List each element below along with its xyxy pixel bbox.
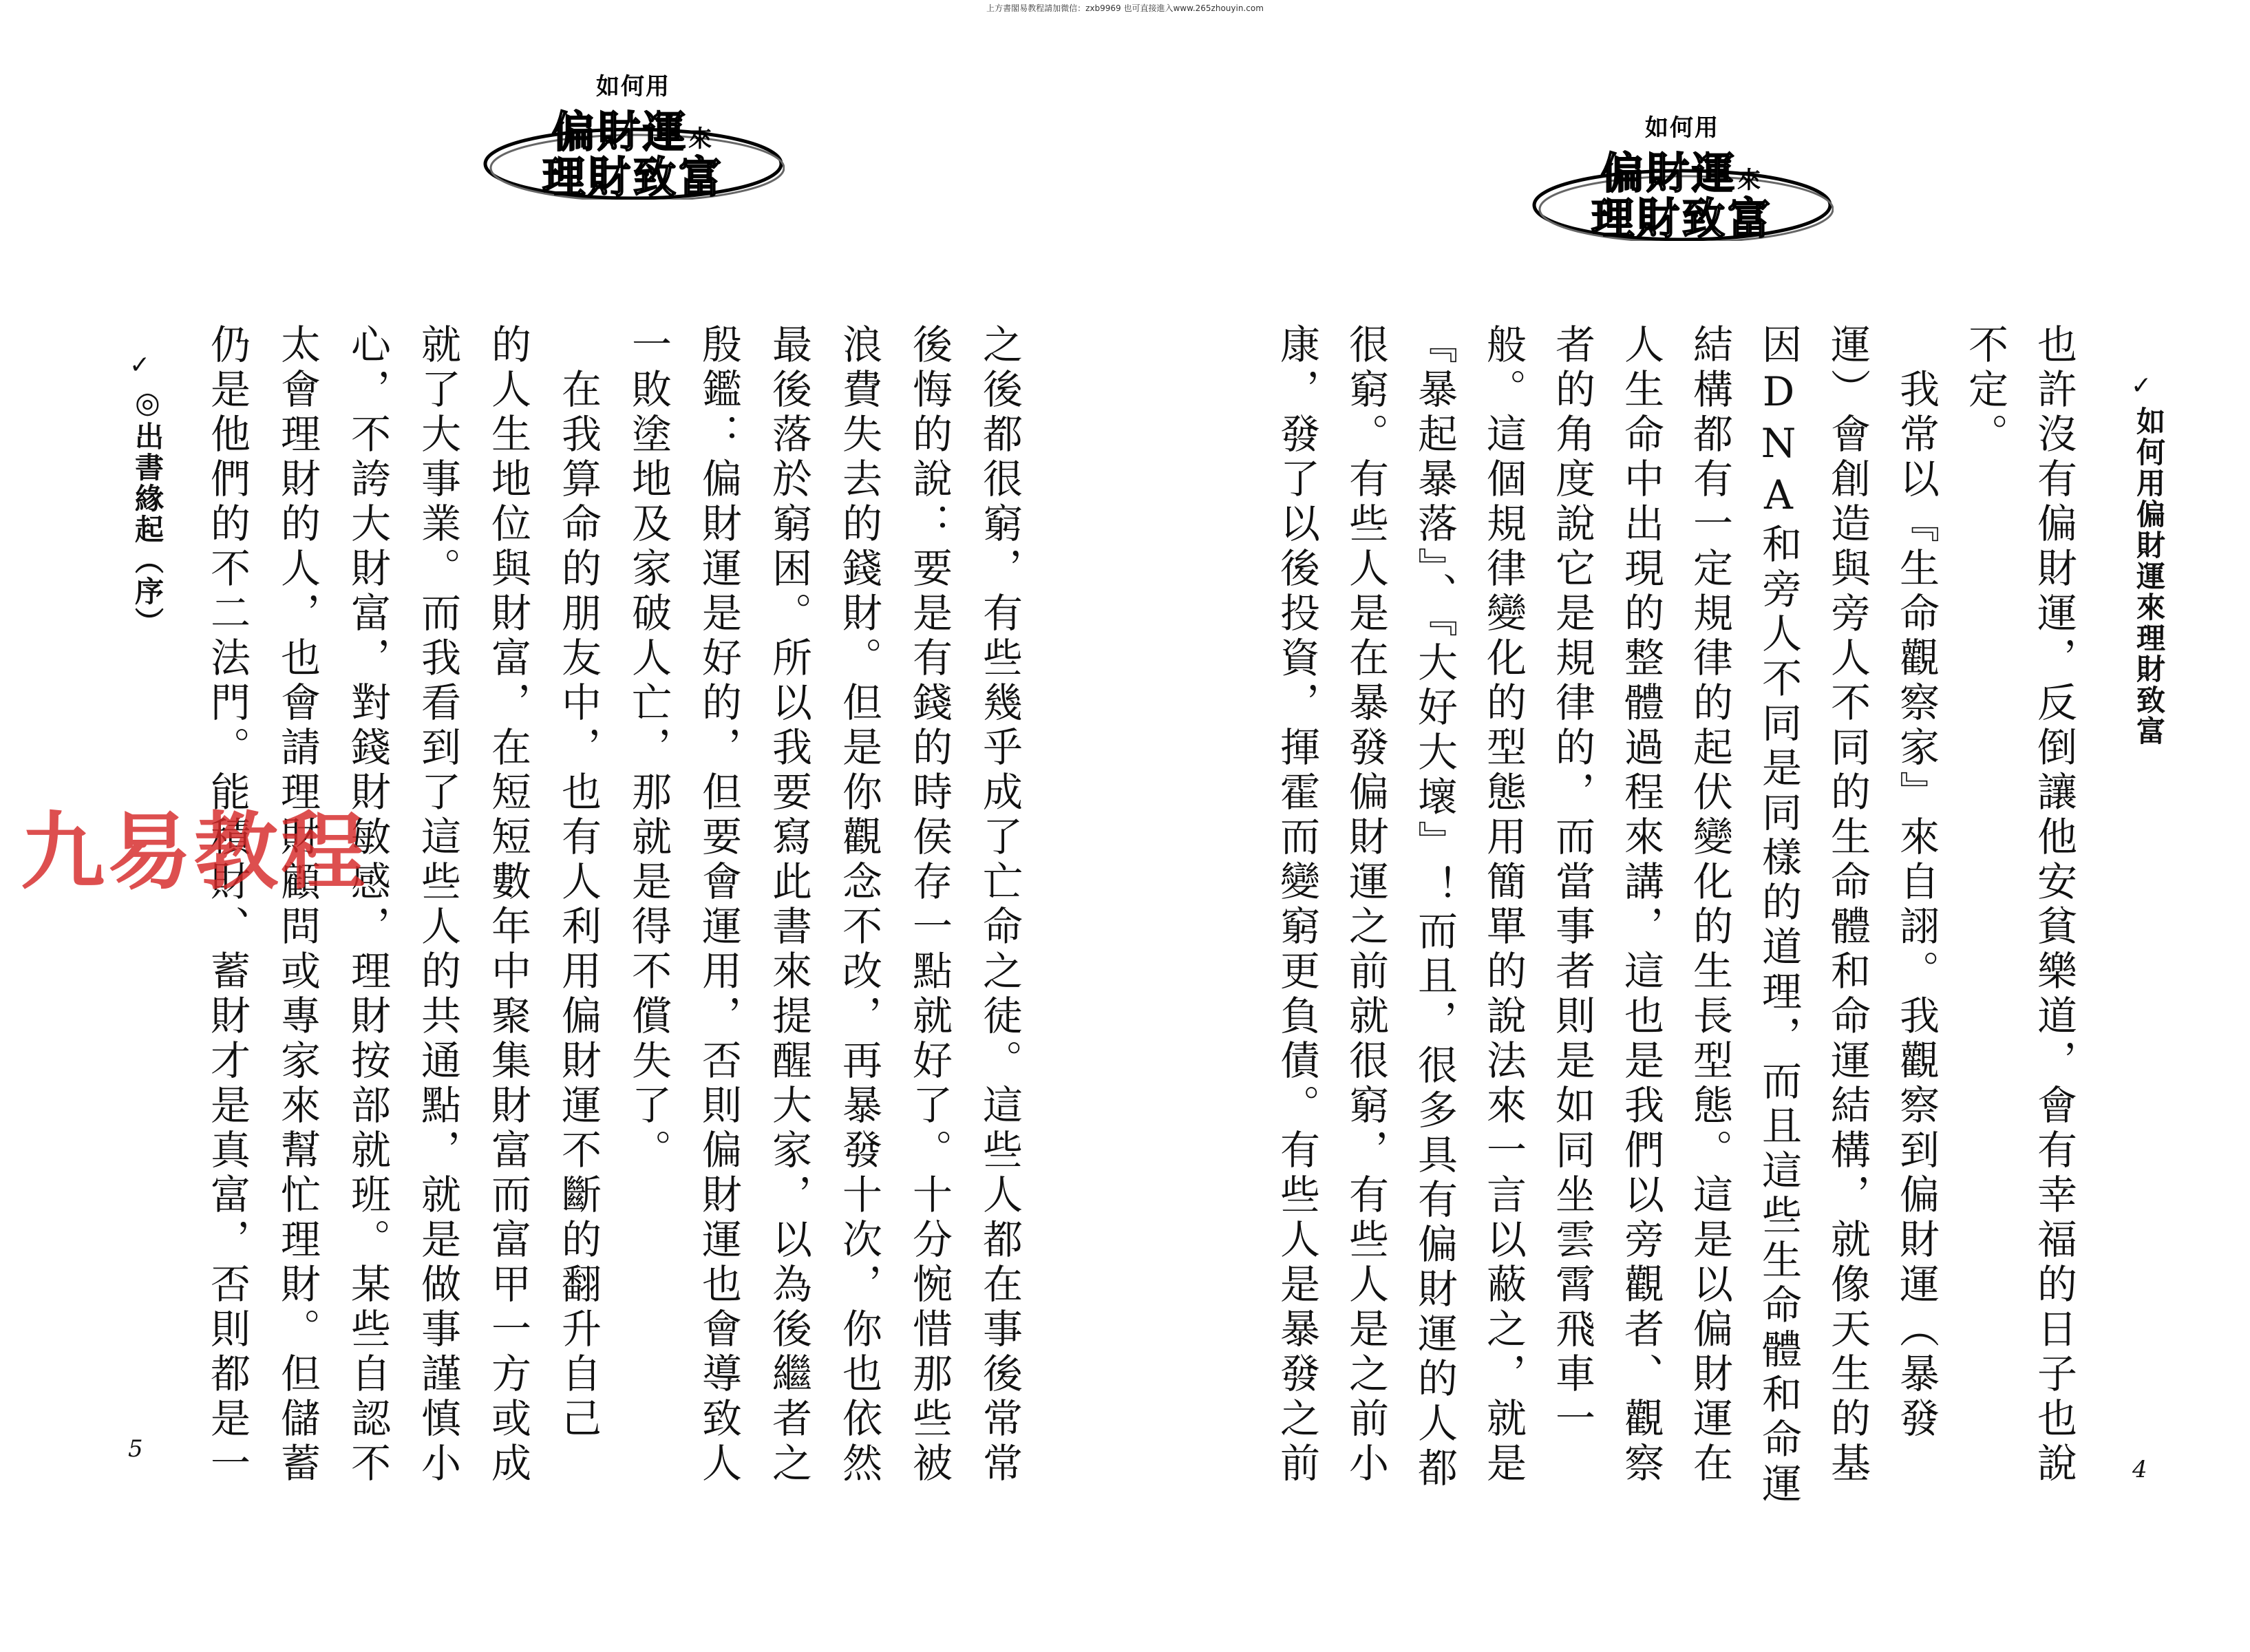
logo-line-1: 如何用 <box>1645 114 1719 142</box>
text-column: 『暴起暴落』、『大好大壞』！而且，很多具有偏財運的人都 <box>1411 324 1458 1492</box>
logo-line-2: 偏財運來 <box>551 107 714 157</box>
text-column: 運）會創造與旁人不同的生命體和命運結構，就像天生的基 <box>1824 324 1871 1487</box>
header-check-icon: ✓ <box>2131 372 2152 400</box>
text-column: 後悔的說：要是有錢的時侯存一點就好了。十分惋惜那些被 <box>906 324 953 1487</box>
text-column: 人生命中出現的整體過程來講，這也是我們以旁觀者、觀察 <box>1617 324 1664 1487</box>
text-column: 心，不誇大財富，對錢財敏感，理財按部就班。某些自認不 <box>344 324 391 1487</box>
page-number: 4 <box>2132 1456 2147 1483</box>
book-logo <box>482 62 785 200</box>
text-column: 的人生地位與財富，在短短數年中聚集財富而富甲一方或成 <box>485 324 531 1487</box>
text-column: 結構都有一定規律的起伏變化的生長型態。這是以偏財運在 <box>1686 324 1733 1487</box>
logo-line-3: 理財致富 <box>542 152 724 202</box>
text-column: 太會理財的人，也會請理財顧問或專家來幫忙理財。但儲蓄 <box>274 324 321 1487</box>
text-column: 仍是他們的不二法門。能積財、蓄財才是真富，否則都是一 <box>204 324 251 1487</box>
header-check-icon: ✓ <box>129 351 151 379</box>
logo-line-1: 如何用 <box>596 73 670 100</box>
text-column: 就了大事業。而我看到了這些人的共通點，就是做事謹慎小 <box>414 324 461 1487</box>
text-column: 我常以『生命觀察家』來自詡。我觀察到偏財運（暴發 <box>1893 324 1940 1442</box>
text-column: 在我算命的朋友中，也有人利用偏財運不斷的翻升自己 <box>555 324 602 1442</box>
text-column: 不定。 <box>1962 324 2008 458</box>
text-column: 之後都很窮，有些幾乎成了亡命之徒。這些人都在事後常常 <box>976 324 1023 1487</box>
text-column: 殷鑑：偏財運是好的，但要會運用，否則偏財運也會導致人 <box>695 324 742 1487</box>
text-column: 一敗塗地及家破人亡，那就是得不償失了。 <box>625 324 672 1174</box>
page-header: ◎出書緣起（序） <box>131 385 164 638</box>
page-number: 5 <box>128 1435 143 1463</box>
page-header: 如何用偏財運來理財致富 <box>2132 406 2166 747</box>
top-note: 上方書閣易教程請加微信：zxb9969 也可直接進入www.265zhouyin.com <box>986 3 1264 13</box>
text-column: 很窮。有些人是在暴發偏財運之前就很窮，有些人是之前小 <box>1342 324 1389 1487</box>
text-column: 康，發了以後投資，揮霍而變窮更負債。有些人是暴發之前 <box>1273 324 1320 1487</box>
text-column: 最後落於窮困。所以我要寫此書來提醒大家，以為後繼者之 <box>765 324 812 1487</box>
text-column: 因DNA和旁人不同是同樣的道理，而且這些生命體和命運 <box>1755 324 1802 1507</box>
right-page <box>1125 0 2250 1652</box>
book-logo <box>1531 103 1834 244</box>
watermark: 九易教程 <box>21 803 368 901</box>
logo-line-2: 偏財運來 <box>1600 148 1763 198</box>
text-column: 浪費失去的錢財。但是你觀念不改，再暴發十次，你也依然 <box>836 324 882 1487</box>
logo-line-3: 理財致富 <box>1591 193 1773 244</box>
text-column: 般。這個規律變化的型態用簡單的說法來一言以蔽之，就是 <box>1480 324 1527 1487</box>
text-column: 者的角度說它是規律的，而當事者則是如同坐雲霄飛車一 <box>1549 324 1595 1442</box>
text-column: 也許沒有偏財運，反倒讓他安貧樂道，會有幸福的日子也說 <box>2030 324 2077 1487</box>
